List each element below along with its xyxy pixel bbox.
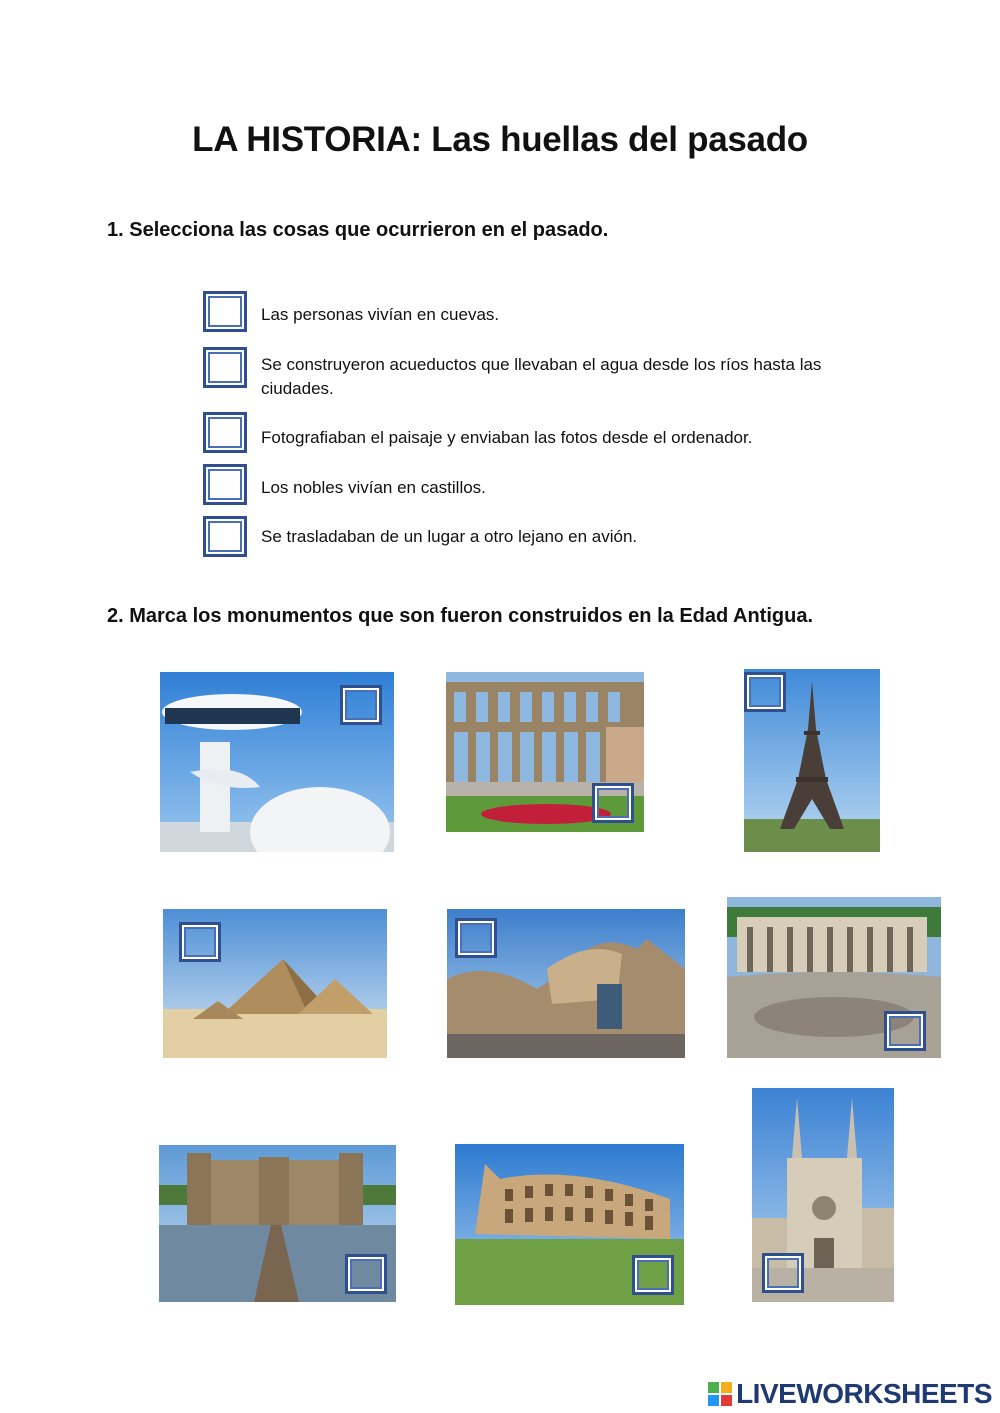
photo-burgos-cathedral — [752, 1088, 894, 1302]
option-2-label: Se construyeron acueductos que llevaban el agua desde los ríos hasta las ciudades. — [261, 355, 822, 398]
option-4-checkbox[interactable] — [203, 464, 247, 505]
photo-niemeyer-center — [160, 672, 394, 852]
option-3-checkbox[interactable] — [203, 412, 247, 453]
photo-segovia-aqueduct — [446, 672, 644, 832]
liveworksheets-brand — [708, 1378, 992, 1410]
photo-bodiam-castle — [159, 1145, 396, 1302]
question-1-heading: 1. Selecciona las cosas que ocurrieron en el pasado. — [107, 219, 609, 241]
option-3-label: Fotografiaban el paisaje y enviaban las fotos desde el ordenador. — [261, 428, 753, 447]
photo-1-checkbox[interactable] — [340, 685, 382, 725]
photo-5-checkbox[interactable] — [455, 918, 497, 958]
option-4-label: Los nobles vivían en castillos. — [261, 478, 486, 497]
photo-giza-pyramids — [163, 909, 387, 1058]
photo-colosseum — [455, 1144, 684, 1305]
photo-eiffel-tower — [744, 669, 880, 852]
photo-2-checkbox[interactable] — [592, 783, 634, 823]
page-title: LA HISTORIA: Las huellas del pasado — [192, 120, 808, 159]
photo-merida-roman-theatre — [727, 897, 941, 1058]
photo-8-checkbox[interactable] — [632, 1255, 674, 1295]
photo-9-checkbox[interactable] — [762, 1253, 804, 1293]
question-2-heading: 2. Marca los monumentos que son fueron construidos en la Edad Antigua. — [107, 605, 814, 627]
option-1-label: Las personas vivían en cuevas. — [261, 305, 500, 324]
option-5-label: Se trasladaban de un lugar a otro lejano en avión. — [261, 527, 638, 546]
option-1-checkbox[interactable] — [203, 291, 247, 332]
photo-4-checkbox[interactable] — [179, 922, 221, 962]
photo-3-checkbox[interactable] — [744, 672, 786, 712]
option-2-checkbox[interactable] — [203, 347, 247, 388]
brand-text: LIVEWORKSHEETS — [736, 1378, 992, 1409]
photo-6-checkbox[interactable] — [884, 1011, 926, 1051]
option-5-checkbox[interactable] — [203, 516, 247, 557]
photo-guggenheim-bilbao — [447, 909, 685, 1058]
photo-7-checkbox[interactable] — [345, 1254, 387, 1294]
liveworksheets-logo-icon — [708, 1382, 732, 1406]
